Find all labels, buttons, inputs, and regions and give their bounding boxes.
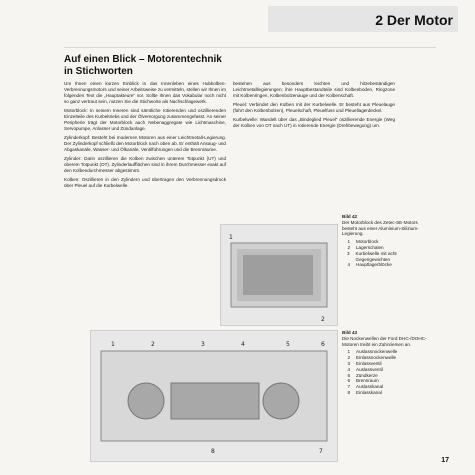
left-column-text: Um Ihnen einen kurzen Einblick in das Innenleben eines Hubkolben-Verbrennungsmotors und seiner Arbeitsweise zu vermitteln, stellen wir Ihnen im folgenden Text die „Hauptakteure“ vor. Sollte Ihnen das Vokabular noch nicht so ganz vertraut sein, nutzen Sie die Stichworte als Nachschlagewerk. Motorblock: In seinem Inneren sind sämtliche rotierenden und oszillierenden Einzelteile des Kurbeltriebs und der Ölversorgung zusammengefasst. An seiner Peripherie trägt der Motorblock auch Nebenaggregate wie Lichtmaschine, Servopumpe, Anlasser und Zündanlage. Zylinderkopf: Besteht bei modernen Motoren aus einer Leichtmetall-Legierung. Der Zylinderkopf schließt den Motorblock nach oben ab. Er enthält Ansaug- und Abgaskanäle, Wasser- und Ölkanäle, Ventilführungen und die Brennräume. Zylinder: Darin oszillieren die Kolben zwischen unterem Totpunkt (UT) und oberem Totpunkt (OT). Zylinderlaufflächen sind in ihrem Durchmesser exakt auf den Kolbendurchmesser abgestimmt. Kolben: Oszillieren in den Zylindern und übertragen den Verbrennungsdruck über Pleuel auf die Kurbelwelle. xyxy=(64,81,226,188)
svg-text:5: 5 xyxy=(286,341,290,348)
section-title: Auf einen Blick – Motorentechnik in Stichworten xyxy=(64,54,222,77)
svg-text:1: 1 xyxy=(229,234,233,241)
figure-42-legend: 1 Motorblock 2 Lagerschalen 3 Kurbelwelle mit acht Gegengewichten 4 Hauptlagerblöcke xyxy=(346,239,397,268)
engine-block-figure xyxy=(220,224,338,326)
svg-text:2: 2 xyxy=(151,341,155,348)
svg-text:2: 2 xyxy=(321,316,325,323)
figure-43-legend: 1 Auslassnockenwelle 2 Einlassnockenwelle 3 Einlassventil 4 Auslassventil 5 Zündkerze 6 Brennraum 7 Auslasskanal 8 Einlasskanal xyxy=(347,349,398,395)
svg-text:4: 4 xyxy=(241,341,245,348)
middle-column-text: bestehen aus besonders leichten und hitzebeständigen Leichtmetalllegierungen; ihre Hauptbestandteile sind Kolbenboden, Ringzone mit Kolbenringen, Kolbenbolzenauge und der Kolbenschaft. Pleuel: Verbindet den Kolben mit der Kurbelwelle. Er besteht aus Pleuelauge (führt den Kolbenbolzen), Pleuelschaft, Pleuelfuss und Pleuellagerdeckel. Kurbelwelle: Wandelt über das „Bindeglied Pleuel“ oszillierende Energie (Weg der Kolben von OT nach UT) in rotierende Energie (Drehbewegung) um. xyxy=(233,81,395,128)
chapter-title: 2 Der Motor xyxy=(375,12,453,28)
svg-text:8: 8 xyxy=(211,448,215,455)
svg-text:7: 7 xyxy=(319,448,323,455)
figure-42-caption: Bild 42 Der Motorblock des Zetec-SE-Motors besteht aus einer Aluminium-Silizium-Legierung. 1 Motorblock 2 Lagerschalen 3 Kurbelwelle mit acht Gegengewichten 4 Hauptlagerblöcke xyxy=(342,214,428,268)
svg-text:1: 1 xyxy=(111,341,115,348)
page-number: 17 xyxy=(441,457,449,464)
svg-text:6: 6 xyxy=(321,341,325,348)
svg-text:3: 3 xyxy=(201,341,205,348)
camshaft-figure xyxy=(90,330,338,462)
figure-43-caption: Bild 43 Die Nockenwellen der Ford DHC-/DOHC-Motoren treibt ein Zahnriemen an. 1 Auslassnockenwelle 2 Einlassnockenwelle 3 Einlassventil 4 Auslassventil 5 Zündkerze 6 Brennraum 7 Auslasskanal 8 Einlasskanal xyxy=(342,330,427,395)
top-divider xyxy=(64,47,436,48)
